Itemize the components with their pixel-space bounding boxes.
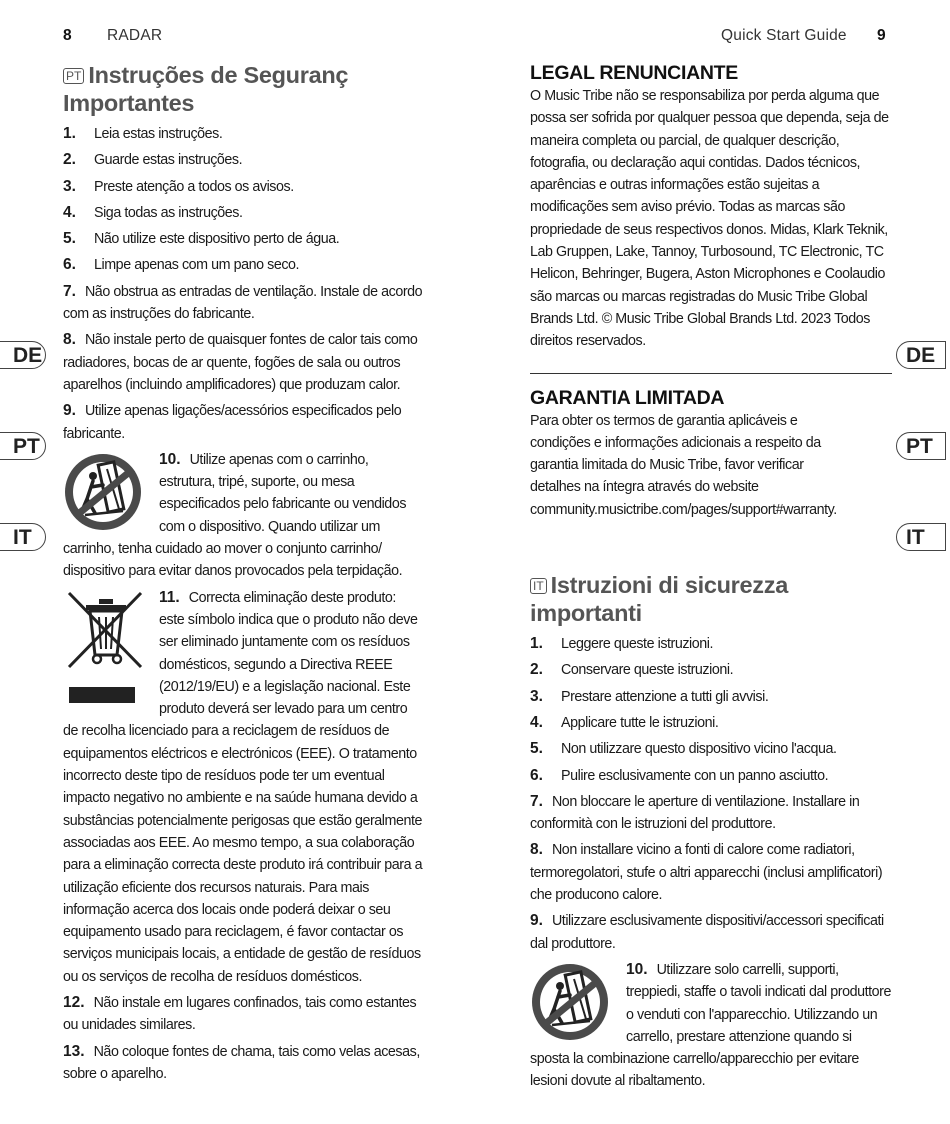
pt-item-3 bbox=[63, 176, 423, 198]
item-text: Utilize apenas ligações/acessórios especificados pelo fabricante. bbox=[63, 403, 402, 442]
item-text: Não utilize este dispositivo perto de água. bbox=[94, 231, 340, 248]
pt-item-5 bbox=[63, 228, 423, 250]
item-text: Non installare vicino a fonti di calore come radiatori, termoregolatori, stufe o altri apparecchi (inclusi amplificatori) che producono calore. bbox=[530, 842, 883, 904]
item-text: Leggere queste istruzioni. bbox=[561, 636, 714, 653]
item-number: 6. bbox=[530, 766, 543, 784]
it-item-6 bbox=[530, 765, 892, 787]
side-tab-de-left[interactable]: DE bbox=[0, 341, 46, 369]
item-text: Leia estas instruções. bbox=[94, 126, 223, 142]
it-item-3 bbox=[530, 686, 892, 708]
it-item-5 bbox=[530, 738, 892, 760]
item-number: 8. bbox=[63, 331, 76, 349]
pt-item-12 bbox=[63, 992, 423, 1037]
item-text: Não coloque fontes de chama, tais como velas acesas, sobre o aparelho. bbox=[63, 1043, 420, 1082]
item-text: Non bloccare le aperture di ventilazione. Installare in conformità con le istruzioni del produttore. bbox=[530, 793, 860, 833]
it-item-10 bbox=[530, 959, 892, 1093]
item-number: 4. bbox=[530, 713, 543, 731]
left-running-title: RADAR bbox=[107, 27, 163, 44]
item-text: Utilizzare solo carrelli, supporti, treppiedi, staffe o tavoli indicati dal produttore o venduti con l'apparecchio. Utilizzando un carrello, prestare attenzione quando si sposta la combinazione carrello/apparecchio per evitare lesioni dovute al ribaltamento. bbox=[530, 961, 891, 1090]
pt-item-13 bbox=[63, 1041, 423, 1086]
right-column bbox=[530, 61, 892, 1097]
item-number: 7. bbox=[63, 282, 76, 300]
item-number: 6. bbox=[63, 256, 76, 274]
item-number: 7. bbox=[530, 792, 543, 810]
item-number: 3. bbox=[63, 177, 76, 195]
item-number: 12. bbox=[63, 993, 85, 1011]
item-number: 2. bbox=[63, 151, 76, 169]
legal-text: O Music Tribe não se responsabiliza por perda alguma que possa ser sofrida por qualquer pessoa que dependa, seja de maneira completa ou parcial, de qualquer descrição, fotografia, ou declaração aqui contidas. Dados técnicos, aparências e outras informações estão sujeitas a modificações sem aviso prévio. Todas as marcas são propriedade de seus respectivos donos. Midas, Klark Teknik, Lab Gruppen, Lake, Tannoy, Turbosound, TC Electronic, TC Helicon, Behringer, Bugera, Aston Microphones e Coolaudio são marcas ou marcas registradas do Music Tribe Global Brands Ltd. © Music Tribe Global Brands Ltd. 2023 Todos direitos reservados. bbox=[530, 88, 889, 350]
pt-item-1 bbox=[63, 123, 423, 145]
warranty-heading: GARANTIA LIMITADA bbox=[530, 386, 725, 409]
lang-badge-pt: PT bbox=[63, 68, 84, 84]
item-text: Utilizzare esclusivamente dispositivi/accessori specificati dal produttore. bbox=[530, 913, 884, 952]
lang-badge-it: IT bbox=[530, 578, 547, 594]
item-text: Prestare attenzione a tutti gli avvisi. bbox=[561, 688, 769, 705]
side-tab-de-right[interactable]: DE bbox=[896, 341, 946, 369]
item-number: 8. bbox=[530, 841, 543, 859]
item-number: 10. bbox=[159, 450, 181, 468]
italian-heading bbox=[530, 571, 892, 627]
pt-item-8 bbox=[63, 329, 423, 396]
cart-warning-icon bbox=[530, 961, 616, 1043]
item-text: Utilize apenas com o carrinho, estrutura, tripé, suporte, ou mesa especificados pelo fabricante ou vendidos com o dispositivo. Quando utilizar um carrinho, tenha cuidado ao mover o conjunto carrinho/ dispositivo para evitar danos provocados pela terpidação. bbox=[63, 451, 407, 580]
side-tab-pt-right[interactable]: PT bbox=[896, 432, 946, 460]
portuguese-section bbox=[63, 61, 423, 1089]
item-number: 5. bbox=[63, 230, 76, 248]
section-divider bbox=[530, 373, 892, 374]
item-text: Pulire esclusivamente con un panno asciutto. bbox=[561, 767, 829, 784]
left-page-number: 8 bbox=[63, 27, 72, 44]
it-item-7 bbox=[530, 791, 892, 836]
item-number: 1. bbox=[530, 635, 543, 653]
item-text: Não instale em lugares confinados, tais como estantes ou unidades similares. bbox=[63, 994, 417, 1034]
cart-warning-icon bbox=[63, 451, 149, 533]
item-text: Guarde estas instruções. bbox=[94, 152, 243, 169]
it-item-4 bbox=[530, 712, 892, 734]
item-number: 3. bbox=[530, 687, 543, 705]
item-text: Não obstrua as entradas de ventilação. Instale de acordo com as instruções do fabricante. bbox=[63, 283, 423, 323]
weee-bin-icon bbox=[63, 589, 149, 707]
side-tab-it-left[interactable]: IT bbox=[0, 523, 46, 551]
warranty-text: Para obter os termos de garantia aplicáveis e condições e informações adicionais a respeito da garantia limitada do Music Tribe, favor verificar detalhes na íntegra através do website community.musictribe.com/pages/support#warranty. bbox=[530, 412, 837, 518]
pt-item-6 bbox=[63, 254, 423, 276]
item-text: Preste atenção a todos os avisos. bbox=[94, 178, 294, 195]
item-number: 1. bbox=[63, 125, 76, 142]
portuguese-title: Instruções de Seguranç Importantes bbox=[63, 62, 349, 116]
pt-item-11 bbox=[63, 587, 423, 988]
side-tab-pt-left[interactable]: PT bbox=[0, 432, 46, 460]
item-text: Correcta eliminação deste produto: este símbolo indica que o produto não deve ser eliminado juntamente com os resíduos domésticos, segundo a Directiva REEE (2012/19/EU) e a legislação nacional. Este produto deverá ser levado para um centro de recolha licenciado para a reciclagem de resíduos de equipamentos eléctricos e electrónicos (EEE). O tratamento incorrecto deste tipo de resíduos pode ter um eventual impacto negativo no ambiente e na saúde humana devido a substâncias potencialmente perigosas que estão geralmente associadas aos EEE. Ao mesmo tempo, a sua colaboração para a eliminação correcta deste produto irá contribuir para a utilização eficiente dos recursos naturais. Para mais informação acerca dos locais onde poderá deixar o seu equipamento usado para reciclagem, é favor contactar os serviços municipais locais, a entidade de gestão de resíduos ou os serviços de recolha de resíduos domésticos. bbox=[63, 589, 423, 985]
side-tab-it-right[interactable]: IT bbox=[896, 523, 946, 551]
right-running-title: Quick Start Guide bbox=[721, 27, 847, 44]
portuguese-heading bbox=[63, 61, 423, 117]
pt-item-10 bbox=[63, 449, 423, 583]
item-text: Limpe apenas com um pano seco. bbox=[94, 257, 300, 274]
pt-item-9 bbox=[63, 400, 423, 445]
item-number: 2. bbox=[530, 661, 543, 679]
pt-item-2 bbox=[63, 149, 423, 171]
it-item-1 bbox=[530, 633, 892, 655]
item-text: Siga todas as instruções. bbox=[94, 204, 243, 221]
item-text: Applicare tutte le istruzioni. bbox=[561, 714, 719, 731]
pt-item-7 bbox=[63, 281, 423, 326]
item-text: Conservare queste istruzioni. bbox=[561, 662, 734, 679]
item-number: 9. bbox=[530, 912, 543, 930]
item-number: 11. bbox=[159, 588, 180, 606]
item-number: 9. bbox=[63, 402, 76, 420]
pt-item-4 bbox=[63, 202, 423, 224]
item-number: 10. bbox=[626, 960, 648, 978]
legal-heading: LEGAL RENUNCIANTE bbox=[530, 62, 738, 84]
item-text: Non utilizzare questo dispositivo vicino l'acqua. bbox=[561, 741, 837, 758]
item-number: 4. bbox=[63, 203, 76, 221]
right-page-number: 9 bbox=[877, 27, 886, 44]
it-item-2 bbox=[530, 659, 892, 681]
italian-title: Istruzioni di sicurezza importanti bbox=[530, 572, 788, 627]
it-item-8 bbox=[530, 839, 892, 906]
it-item-9 bbox=[530, 910, 892, 955]
item-text: Não instale perto de quaisquer fontes de calor tais como radiadores, bocas de ar quente, fogões de sala ou outros aparelhos (incluindo amplificadores) que produzam calor. bbox=[63, 332, 418, 393]
item-number: 5. bbox=[530, 740, 543, 758]
item-number: 13. bbox=[63, 1042, 85, 1060]
